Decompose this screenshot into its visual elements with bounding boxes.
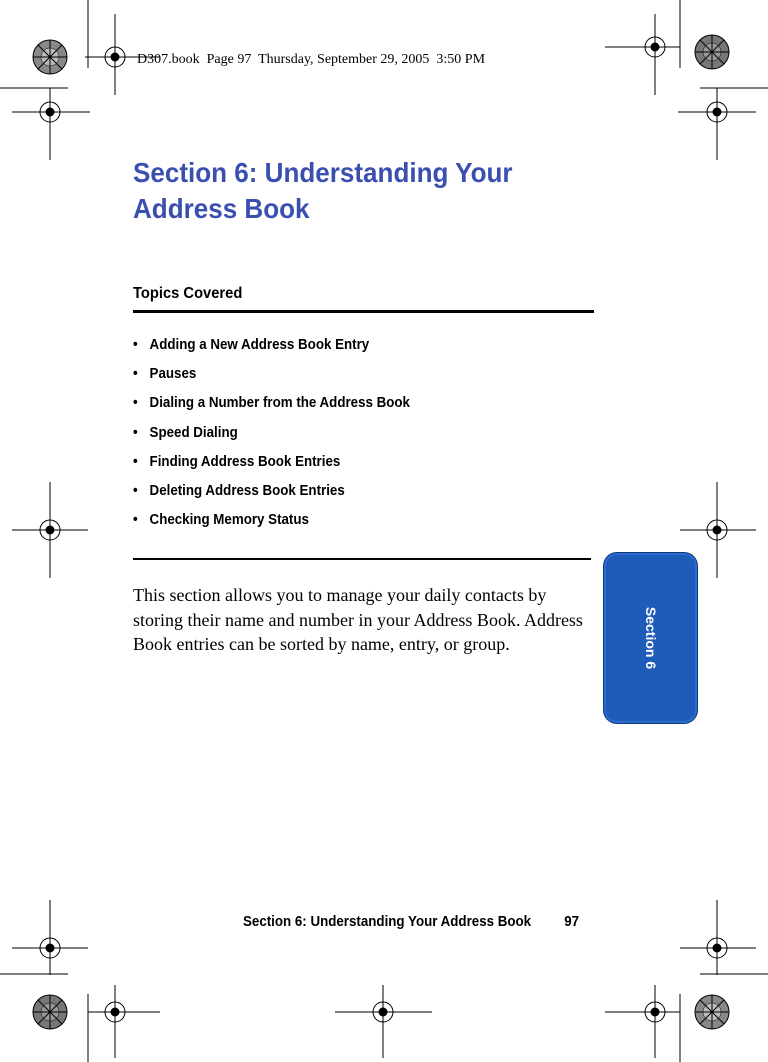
page-title: Section 6: Understanding Your Address Book xyxy=(133,157,513,224)
starburst-mark-icon xyxy=(695,35,729,69)
crosshair-mark-icon xyxy=(12,900,88,975)
list-item: • Dialing a Number from the Address Book xyxy=(133,392,410,421)
starburst-mark-icon xyxy=(695,995,729,1029)
crosshair-mark-icon xyxy=(605,14,680,95)
bullet-icon: • xyxy=(133,424,138,441)
crosshair-mark-icon xyxy=(680,900,756,975)
crosshair-mark-icon xyxy=(12,482,88,578)
list-item: • Speed Dialing xyxy=(133,422,410,451)
crosshair-mark-icon xyxy=(12,88,90,160)
starburst-mark-icon xyxy=(33,995,67,1029)
section-divider xyxy=(133,558,591,560)
list-item: • Pauses xyxy=(133,363,410,392)
footer-title: Section 6: Understanding Your Address Book xyxy=(243,914,532,930)
topics-heading: Topics Covered xyxy=(133,285,243,302)
bullet-icon: • xyxy=(133,395,138,412)
page-number: 97 xyxy=(564,914,580,930)
print-slug-header: D307.book Page 97 Thursday, September 29, 2005 3:50 PM xyxy=(137,52,486,67)
section-tab xyxy=(603,552,698,724)
page-footer xyxy=(243,914,579,930)
bullet-icon: • xyxy=(133,337,138,353)
crosshair-mark-icon xyxy=(605,985,680,1058)
topics-list xyxy=(133,334,434,538)
intro-paragraph: This section allows you to manage your daily contacts by storing their name and number in your Address Book. Address Book entries can be sorted by name, entry, or group. xyxy=(133,585,583,654)
starburst-mark-icon xyxy=(33,40,67,74)
crosshair-mark-icon xyxy=(335,985,432,1058)
list-item: • Checking Memory Status xyxy=(133,509,410,538)
bullet-icon: • xyxy=(133,453,138,470)
crosshair-mark-icon xyxy=(678,88,756,160)
bullet-icon: • xyxy=(133,512,138,529)
list-item: • Adding a New Address Book Entry xyxy=(133,334,410,363)
heading-divider xyxy=(133,310,594,313)
bullet-icon: • xyxy=(133,482,138,499)
list-item: • Deleting Address Book Entries xyxy=(133,480,410,509)
bullet-icon: • xyxy=(133,366,138,383)
section-tab-label: Section 6 xyxy=(642,606,659,670)
list-item: • Finding Address Book Entries xyxy=(133,451,410,480)
crosshair-mark-icon xyxy=(88,985,160,1058)
